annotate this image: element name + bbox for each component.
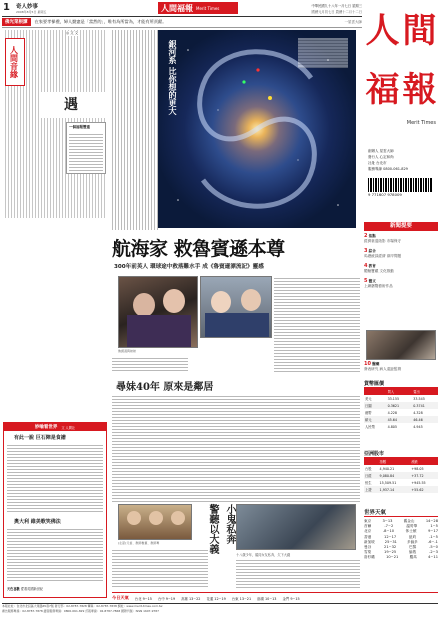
topline [2, 17, 362, 28]
masthead-en: Merit Times [406, 120, 436, 126]
stock-cell: +945.55 [411, 480, 426, 485]
seniors-photo [200, 276, 272, 338]
currency-cell: 33.545 [413, 396, 425, 401]
currency-cell: 人民幣 [365, 425, 375, 429]
main-subhead: 300年前英人 環球途中救落難水手 成《魯賓遜漂流記》靈感 [114, 264, 264, 270]
stock-cell: 1,937.14 [379, 487, 395, 492]
city: 香港 [364, 534, 372, 539]
currency-table [364, 388, 438, 430]
news-label-5: 醫藥 [372, 362, 380, 366]
temp: 10~21 [386, 555, 399, 560]
stocks-header-0 [364, 458, 379, 465]
masthead-info-3: 社址 台北市 [368, 161, 387, 165]
header-date-right: 中華民國九十八年一月七日 星期三 [311, 4, 362, 8]
stock-cell: 日經 [365, 474, 372, 478]
vertical-headline-box [208, 504, 234, 590]
currency-title: 貨幣匯價 [364, 380, 438, 388]
city: 雪梨 [364, 550, 372, 555]
currency-header-1: 買入 [387, 390, 395, 394]
header-lunar: 國曆元月初七日 農曆十二月十二日 [311, 10, 362, 14]
stocks-table [364, 458, 438, 493]
news-guide-item-1[interactable] [364, 234, 438, 244]
masthead-info-4: 服務專線 0800-061-829 [368, 167, 408, 171]
bottom-caption-lines [236, 558, 360, 588]
note-box [66, 122, 106, 174]
city: 東京 [364, 519, 372, 523]
news-no-5: 10 [364, 361, 371, 367]
weather-item: 高雄 13~22 [181, 596, 201, 601]
weather-row [364, 555, 438, 560]
header-date: 2008年8月5日 星期五 [16, 10, 47, 14]
barcode-number: 9 771607 978009 [368, 192, 402, 197]
world-weather-title: 世界天氣 [364, 508, 438, 517]
galaxy-image [158, 30, 356, 228]
footer-line-2: 廣告服務專線：02-8787-7878 讀者服務專線：0800-061-829 訂報專線：02-8787-7868 國際刊號：ISSN 1607-9787 [2, 609, 159, 613]
section-name: 奇人妙事 [16, 4, 39, 10]
city: 休士頓 [405, 529, 417, 534]
masthead [364, 2, 438, 214]
table-row [364, 479, 438, 486]
temp: -8~10 [382, 529, 395, 534]
footer [2, 603, 438, 617]
footer-line-1: 本報社址：台北市北投區大業路65巷7號 發行部：02-8787-7828 傳真：02-8787-7838 網址：www.merit-times.com.tw [2, 604, 163, 608]
city: 羅馬 [409, 555, 417, 560]
news-text-3: 體驗寶藏 文化推動 [364, 269, 394, 273]
stock-cell: +55.62 [411, 487, 424, 492]
temp: -2~3 [429, 550, 438, 555]
city: 溫哥華 [406, 524, 418, 529]
currency-cell: 46.46 [413, 417, 423, 422]
topline-text: 在家要孝悌禮，婦人勤憲是「當然的」，唯有為所當為，才能有所貢獻。 [34, 19, 167, 24]
table-row [364, 465, 438, 472]
robinson-caption: 魯賓遜與妹妹 [118, 349, 137, 353]
masthead-info-2: 發行人 心定和尚 [368, 155, 394, 159]
bottom-item-detail [7, 586, 43, 591]
masthead-info-1: 創辦人 星雲大師 [368, 149, 394, 153]
stocks-panel [364, 450, 438, 500]
stock-cell: +98.05 [411, 466, 424, 471]
temp: 14~28 [425, 519, 438, 523]
table-row [364, 472, 438, 479]
news-guide-item-3[interactable] [364, 264, 438, 274]
temp: -5~0 [429, 544, 438, 549]
bottom-item1-title: 有此一說 巨石陣是食譜 [14, 435, 66, 441]
weather-item: 澎湖 10~13 [257, 596, 277, 601]
mini-logo-title: 人間福報 [161, 2, 193, 13]
temp: 3~13 [382, 519, 393, 523]
stocks-header-row [364, 458, 438, 465]
city: 曼谷 [364, 544, 372, 549]
currency-cell: 歐元 [365, 418, 372, 422]
currency-cell: 33.155 [387, 396, 400, 401]
stock-cell: 4,940.21 [379, 466, 395, 471]
topline-credit: 一星雲大師 [344, 19, 362, 24]
couple-photo [236, 504, 356, 550]
stock-cell: +37.72 [411, 473, 424, 478]
feature-glyph-text: 遇 [64, 97, 78, 113]
robinson-photo [118, 276, 198, 348]
family-body [112, 394, 360, 504]
news-label-4: 藝文 [368, 279, 376, 283]
table-row [364, 402, 438, 409]
city: 巴黎 [409, 544, 417, 549]
temp: -7~2 [384, 524, 394, 529]
temp: 21~32 [384, 544, 397, 549]
page-number: 1 [3, 2, 10, 13]
masthead-info [364, 148, 438, 172]
weather-item: 台北 9~15 [134, 596, 152, 601]
temp: -1~5 [429, 534, 438, 539]
galaxy-story-text [110, 30, 158, 230]
currency-header-2: 賣出 [413, 390, 420, 394]
news-text-2: 馬總統談經濟 兩岸問題 [364, 254, 402, 258]
today-weather-strip [112, 592, 438, 603]
temp: 1~5 [430, 524, 438, 529]
currency-header-0 [364, 388, 387, 395]
family-headline: 尋妹40年 原來是鄰居 [116, 382, 214, 393]
currency-header-row [364, 388, 438, 395]
masthead-char-2: 間 [402, 11, 437, 51]
topline-tag: 佛光菜根譚 [2, 18, 31, 26]
feature-glyph [40, 92, 106, 118]
stock-cell: 台股 [365, 467, 372, 471]
news-label-3: 教育 [368, 264, 376, 268]
city: 紐約 [409, 534, 417, 539]
header-bar [2, 2, 362, 17]
weather-item: 花蓮 12~19 [206, 596, 226, 601]
temp: 12~17 [384, 534, 397, 539]
mini-logo-en: Merit Times [196, 5, 220, 11]
column-label: ◎ 文 文 [66, 31, 79, 35]
table-row [364, 423, 438, 430]
news-no-2: 3 [364, 248, 368, 254]
kneeling-caption: (左起)元首、教師魯賓、教師專 [118, 541, 160, 545]
stock-cell: 上證 [365, 488, 372, 492]
masthead-char-1: 人 [365, 11, 400, 51]
temp: 9~17 [428, 529, 438, 534]
main-headline: 航海家 救魯賓遜本尊 [112, 238, 285, 260]
news-guide-item-2[interactable] [364, 249, 438, 259]
story-body-2 [112, 356, 188, 372]
news-no-1: 2 [364, 233, 368, 239]
masthead-char-4: 報 [402, 70, 437, 110]
vertical-title-box [5, 38, 25, 86]
currency-cell: 港幣 [365, 411, 372, 415]
temp: 25~31 [384, 539, 397, 544]
table-row [364, 486, 438, 493]
masthead-title [364, 2, 438, 120]
stocks-header-2: 漲跌 [411, 460, 418, 464]
city: 倫敦 [409, 550, 417, 555]
news-label-1: 焦點 [368, 234, 376, 238]
galaxy-caption [168, 40, 179, 115]
weather-item: 台東 13~21 [231, 596, 252, 601]
bottom-box-title: 妙喻看世界 [34, 425, 58, 430]
currency-cell: 4.328 [413, 410, 423, 415]
temp: -6~-1 [427, 539, 438, 544]
city: 洛杉磯 [364, 555, 375, 560]
news-no-4: 5 [364, 278, 368, 284]
news-guide [364, 222, 438, 342]
currency-cell: 4.945 [413, 424, 423, 429]
news-guide-photo [366, 330, 436, 360]
city: 多倫多 [406, 539, 418, 544]
city: 新加坡 [364, 539, 375, 544]
weather-item: 台中 9~19 [157, 596, 176, 601]
stock-cell: 9,080.84 [379, 473, 395, 478]
currency-cell: 美元 [365, 397, 372, 401]
barcode [368, 178, 432, 192]
stocks-title: 亞洲股市 [364, 450, 438, 458]
currency-cell: 4.805 [387, 424, 398, 429]
city: 北京 [364, 529, 372, 534]
currency-cell: 0.3741 [413, 403, 425, 408]
news-text-4: 上網瀏覽藝術作品 [364, 284, 393, 288]
city: 首爾 [364, 524, 372, 529]
stock-cell: 15,509.51 [379, 480, 397, 485]
bottom-box-header [4, 423, 106, 431]
kneeling-photo [118, 504, 192, 540]
news-guide-list [364, 234, 438, 289]
note-box-title: 一個福報雙重 [69, 125, 90, 129]
today-weather-label: 今日天氣 [112, 595, 129, 600]
world-weather-panel [364, 508, 438, 596]
news-guide-item-4[interactable] [364, 279, 438, 289]
story-body-1 [274, 276, 360, 372]
bottom-story-body [112, 548, 208, 588]
table-row [364, 409, 438, 416]
temp: 4~11 [428, 555, 438, 560]
currency-cell: 日圓 [365, 404, 372, 408]
bottom-left-box [3, 422, 107, 598]
galaxy-caption-text: 銀河系 比你想的更大 [168, 40, 178, 115]
news-no-3: 4 [364, 263, 368, 269]
temp: 19~25 [384, 550, 397, 555]
news-label-2: 綜合 [368, 249, 376, 253]
news-text-5: 發表研究 病人遠距監測 [364, 367, 402, 371]
bottom-detail-text: 愛看英國新世紀 [20, 587, 44, 591]
currency-cell: 0.3621 [387, 403, 400, 408]
vertical-title: 人間音緣 [9, 46, 20, 78]
masthead-char-3: 福 [365, 70, 400, 110]
currency-cell: 45.64 [387, 417, 398, 422]
currency-panel [364, 380, 438, 438]
table-row [364, 416, 438, 423]
stock-cell: 恒生 [365, 481, 372, 485]
bottom-caption: 十八歲少年，隨同女友私奔，欠下大錢 [236, 553, 291, 557]
mini-logo [158, 2, 238, 14]
weather-item: 金門 9~15 [282, 596, 300, 601]
bottom-box-sub: 文 人間社 [61, 425, 76, 430]
city: 舊金山 [403, 519, 415, 523]
currency-cell: 4.228 [387, 410, 398, 415]
vertical-headline-1: 小鬼私奔 [224, 504, 235, 544]
stocks-header-1: 指數 [379, 460, 387, 464]
bottom-detail-title: 天色喜歡 [7, 587, 20, 591]
bottom-item2-title: 奧大利 維美歌笑佛法 [14, 519, 61, 525]
news-text-1: 經濟衰退陰影 市場保守 [364, 239, 402, 243]
news-guide-item-5[interactable] [364, 362, 438, 372]
table-row [364, 395, 438, 402]
vertical-headline-2: 警聽以大義 [207, 504, 218, 554]
news-guide-title: 新聞提要 [364, 222, 438, 231]
